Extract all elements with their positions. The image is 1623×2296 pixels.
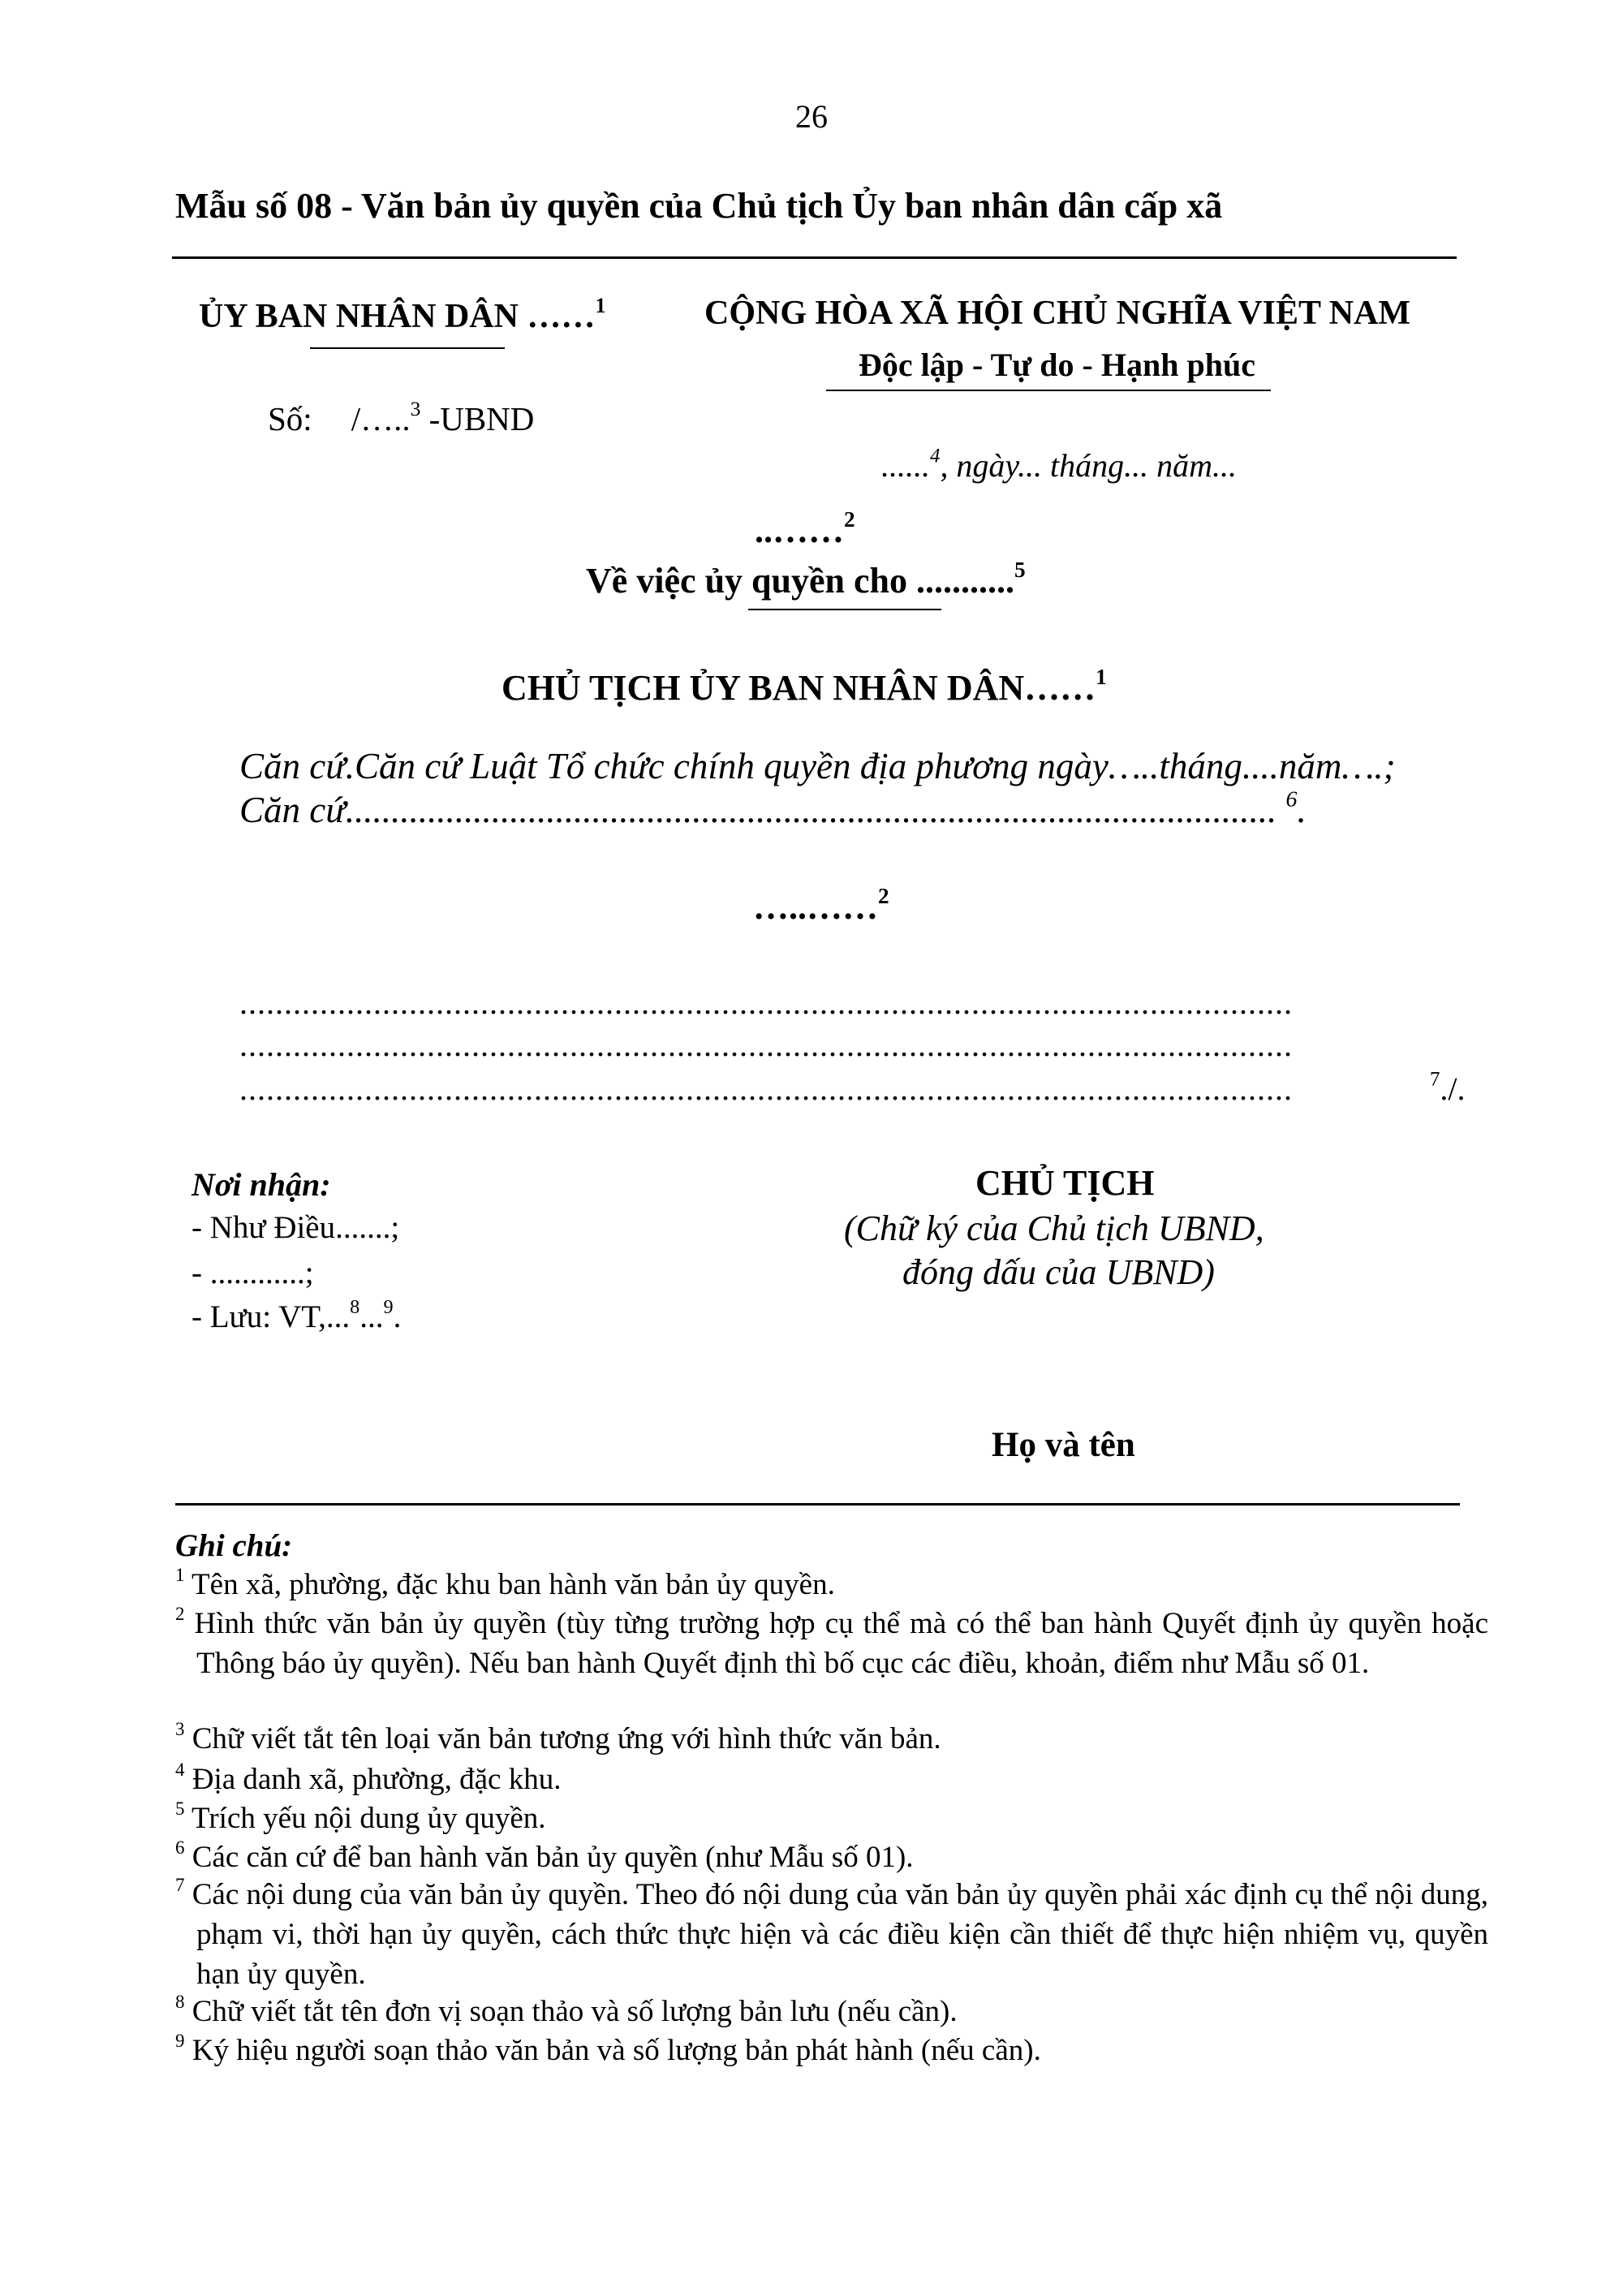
signature-note-2: đóng dấu của UBND) [902, 1252, 1215, 1292]
title-rule [172, 256, 1457, 259]
authority-title: CHỦ TỊCH ỦY BAN NHÂN DÂN……$^1$ [502, 664, 1107, 708]
motto-underline [826, 390, 1271, 391]
document-subject: Về việc ủy quyền cho ...........$^5$ [586, 557, 1026, 601]
document-type-body: …..……$^2$ [753, 883, 889, 927]
document-type: ..……$^2$ [755, 506, 855, 550]
form-title: Mẫu số 08 - Văn bản ủy quyền của Chủ tịch Ủy ban nhân dân cấp xã [175, 186, 1223, 226]
recipient-archive: - Lưu: VT,...$^8$...$^9$. [192, 1296, 402, 1334]
note-item: $^9$ Ký hiệu người soạn thảo văn bản và số lượng bản phát hành (nếu cần). [175, 2030, 1041, 2067]
note-item: $^2$ Hình thức văn bản ủy quyền (tùy từng trường hợp cụ thể mà có thể ban hành Quyết định ủy quyền hoặc Thông báo ủy quyền). Nếu ban hành Quyết định thì bố cục các điều, khoản, điểm như Mẫu số 01. [175, 1603, 1488, 1680]
national-motto: Độc lập - Tự do - Hạnh phúc [859, 347, 1255, 383]
content-end-mark: $^7$./. [1430, 1068, 1466, 1107]
note-item: $^5$ Trích yếu nội dung ủy quyền. [175, 1798, 546, 1835]
recipients-title: Nơi nhận: [192, 1166, 331, 1203]
note-item: $^3$ Chữ viết tắt tên loại văn bản tương ứng với hình thức văn bản. [175, 1718, 941, 1755]
national-title: CỘNG HÒA XÃ HỘI CHỦ NGHĨA VIỆT NAM [704, 295, 1411, 332]
notes-title: Ghi chú: [175, 1528, 293, 1563]
signer-name: Họ và tên [992, 1426, 1135, 1464]
page-number: 26 [795, 98, 828, 135]
note-item: $^6$ Các căn cứ để ban hành văn bản ủy quyền (như Mẫu số 01). [175, 1837, 914, 1874]
note-item: $^8$ Chữ viết tắt tên đơn vị soạn thảo và số lượng bản lưu (nếu cần). [175, 1991, 958, 2028]
content-line: ...................................................................................................................... [239, 1070, 1293, 1107]
note-item: $^7$ Các nội dung của văn bản ủy quyền. Theo đó nội dung của văn bản ủy quyền phải xác định cụ thể nội dung, phạm vi, thời hạn ủy quyền, cách thức thực hiện và các điều kiện cần thiết để thực hiện nhiệm vụ, quyền hạn ủy quyền. [175, 1874, 1488, 1991]
org-underline [310, 347, 505, 349]
signature-note-1: (Chữ ký của Chủ tịch UBND, [844, 1208, 1264, 1248]
legal-basis-2: Căn cứ...................................................................................................... $^6$. [239, 786, 1307, 830]
recipient-item: - Như Điều.......; [192, 1210, 400, 1245]
document-number: Số: /…..$^3$ -UBND [268, 398, 535, 437]
content-line: ...................................................................................................................... [239, 984, 1293, 1021]
place-date: ......$^4$, ngày... tháng... năm... [881, 445, 1237, 484]
note-item: $^1$ Tên xã, phường, đặc khu ban hành văn bản ủy quyền. [175, 1564, 835, 1601]
subject-underline [748, 609, 941, 610]
content-line: ...................................................................................................................... [239, 1027, 1293, 1063]
issuing-org: ỦY BAN NHÂN DÂN ……$^1$ [199, 293, 606, 335]
signature-title: CHỦ TỊCH [975, 1163, 1155, 1203]
legal-basis-1: Căn cứ.Căn cứ Luật Tổ chức chính quyền địa phương ngày…..tháng....năm….; [239, 746, 1396, 786]
note-item: $^4$ Địa danh xã, phường, đặc khu. [175, 1759, 562, 1796]
recipient-item: - ............; [192, 1256, 314, 1290]
notes-rule [175, 1503, 1460, 1506]
